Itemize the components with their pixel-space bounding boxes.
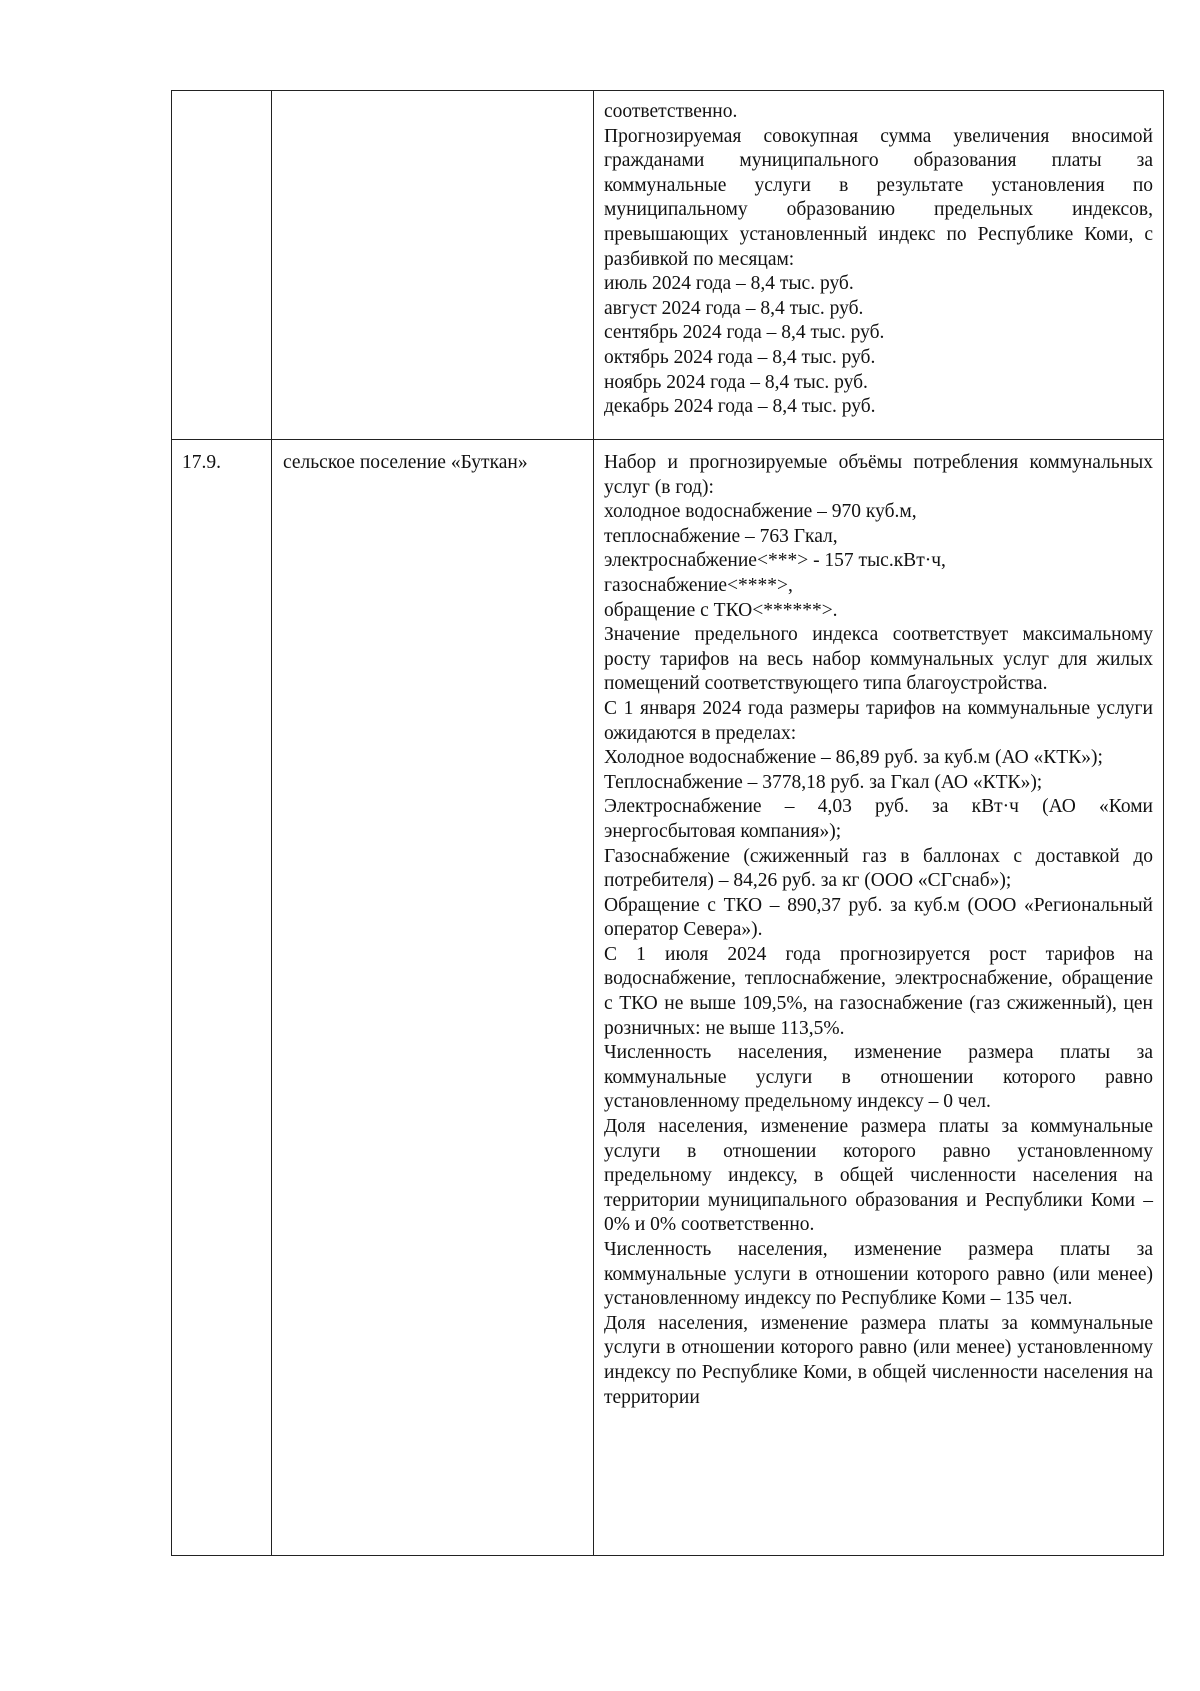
paragraph: С 1 июля 2024 года прогнозируется рост тарифов на водоснабжение, теплоснабжение, электроснабжение, обращение с ТКО не выше 109,5%, на газоснабжение (газ сжиженный), цен розничных: не выше 113,5%. [604,943,1153,1039]
row-description [594,440,1164,1556]
month-amount: сентябрь 2024 года – 8,4 тыс. руб. [604,322,885,344]
month-amount: июль 2024 года – 8,4 тыс. руб. [604,273,854,295]
paragraph: Доля населения, изменение размера платы за коммунальные услуги в отношении которого равно (или менее) установленному индексу по Республике Коми, в общей численности населения на территории [604,1312,1153,1408]
row-number: 17.9. [172,440,272,1556]
month-amount: август 2024 года – 8,4 тыс. руб. [604,297,864,319]
paragraph: соответственно. [604,101,738,122]
row-description [594,91,1164,440]
table-row [172,440,1164,1556]
table-row [172,91,1164,440]
paragraph: Обращение с ТКО – 890,37 руб. за куб.м (ООО «Региональный оператор Севера»). [604,894,1153,941]
month-amount: ноябрь 2024 года – 8,4 тыс. руб. [604,371,868,393]
municipality-name [272,91,594,440]
paragraph: Набор и прогнозируемые объёмы потребления коммунальных услуг (в год): [604,452,1153,498]
paragraph: холодное водоснабжение – 970 куб.м, [604,501,917,523]
paragraph: Численность населения, изменение размера платы за коммунальные услуги в отношении которого равно (или менее) установленному индексу по Республике Коми – 135 чел. [604,1239,1153,1310]
paragraph: С 1 января 2024 года размеры тарифов на коммунальные услуги ожидаются в пределах: [604,697,1153,744]
paragraph: Численность населения, изменение размера платы за коммунальные услуги в отношении которого равно установленному предельному индексу – 0 чел. [604,1042,1153,1113]
paragraph: газоснабжение<****>, [604,574,793,596]
paragraph: Газоснабжение (сжиженный газ в баллонах с доставкой до потребителя) – 84,26 руб. за кг (ООО «СГснаб»); [604,845,1153,892]
paragraph: Доля населения, изменение размера платы за коммунальные услуги в отношении которого равно установленному предельному индексу, в общей численности населения на территории муниципального образования и Республики Коми – 0% и 0% соответственно. [604,1116,1153,1236]
municipality-name: сельское поселение «Буткан» [272,440,594,1556]
paragraph: Прогнозируемая совокупная сумма увеличения вносимой гражданами муниципального образования платы за коммунальные услуги в результате установления по муниципальному образованию предельных индексов, превышающих установленный индекс по Республике Коми, с разбивкой по месяцам: [604,125,1153,270]
month-amount: октябрь 2024 года – 8,4 тыс. руб. [604,346,876,368]
paragraph: Теплоснабжение – 3778,18 руб. за Гкал (АО «КТК»); [604,771,1043,793]
paragraph: Электроснабжение – 4,03 руб. за кВт·ч (АО «Коми энергосбытовая компания»); [604,796,1153,842]
paragraph: обращение с ТКО<******>. [604,599,838,621]
month-amount: декабрь 2024 года – 8,4 тыс. руб. [604,396,876,418]
paragraph: электроснабжение<***> - 157 тыс.кВт·ч, [604,550,946,572]
document-table [171,90,1164,1556]
paragraph: Значение предельного индекса соответствует максимальному росту тарифов на весь набор коммунальных услуг для жилых помещений соответствующего типа благоустройства. [604,624,1153,695]
paragraph: Холодное водоснабжение – 86,89 руб. за куб.м (АО «КТК»); [604,747,1103,769]
row-number [172,91,272,440]
paragraph: теплоснабжение – 763 Гкал, [604,525,838,547]
